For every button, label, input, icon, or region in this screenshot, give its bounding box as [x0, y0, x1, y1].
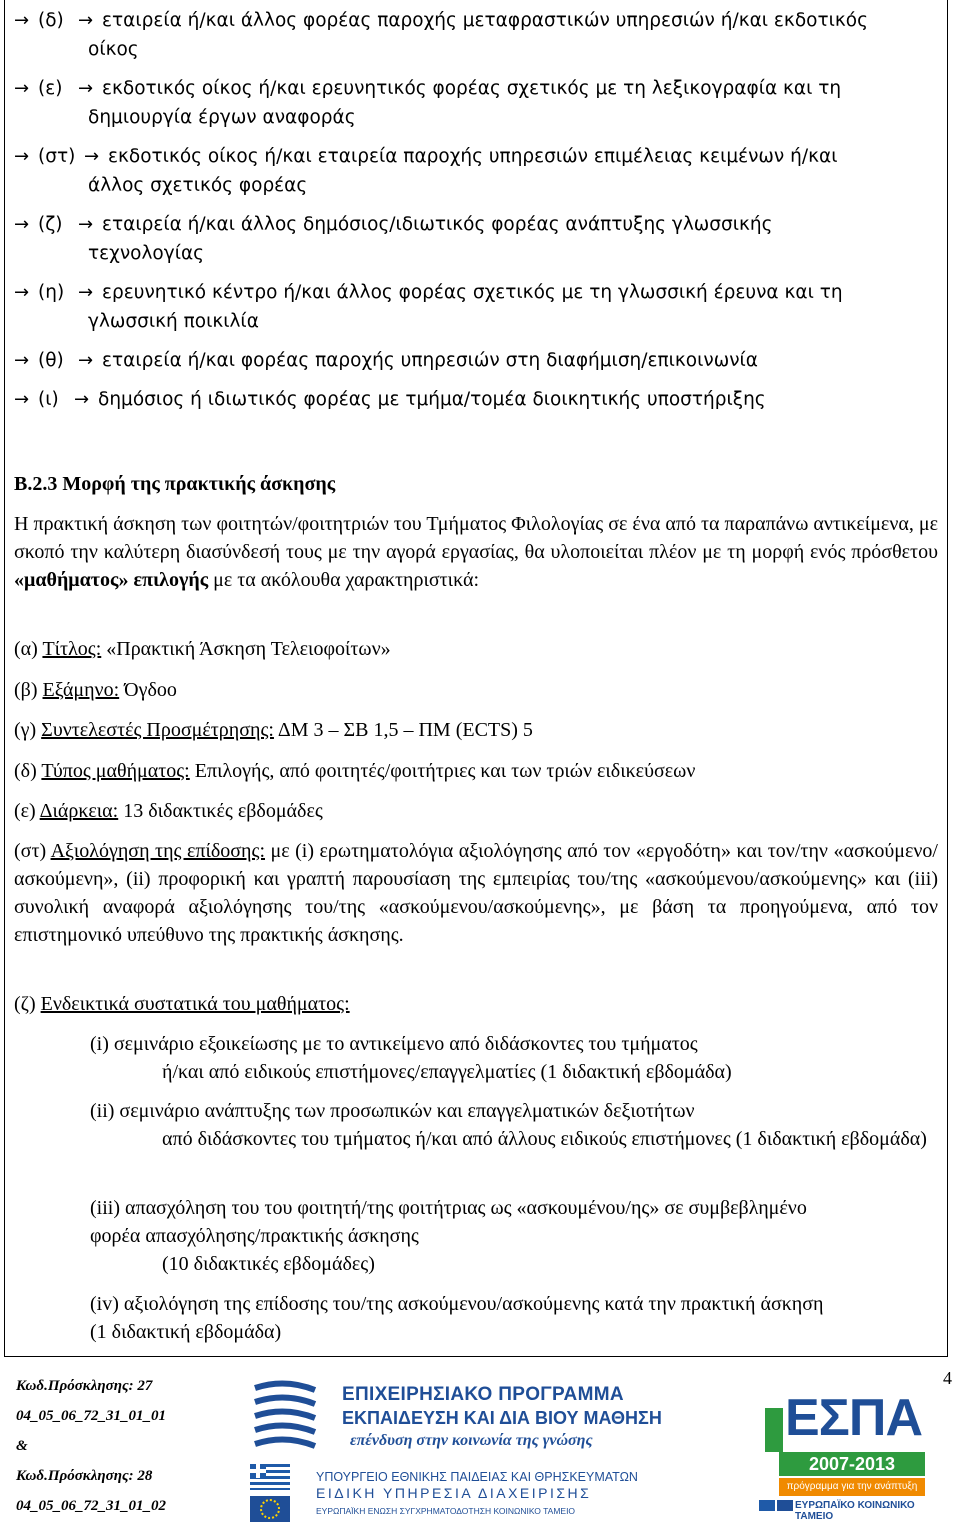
arrow-icon: →: [14, 78, 30, 99]
call-id-2: 04_05_06_72_31_01_02: [16, 1498, 166, 1514]
bullet-label: (στ): [38, 146, 76, 167]
feature-prefix: (δ): [14, 760, 42, 782]
feature-prefix: (β): [14, 679, 43, 701]
eu-flag-icon: [250, 1496, 290, 1522]
feature-prefix: (ζ): [14, 993, 41, 1015]
list-item: [14, 346, 944, 375]
feature-key: Αξιολόγηση της επίδοσης:: [50, 840, 265, 862]
program-line6: ΕΥΡΩΠΑΪΚΗ ΕΝΩΣΗ ΣΥΓΧΡΗΜΑΤΟΔΟΤΗΣΗ ΚΟΙΝΩΝΙΚΟ ΤΑΜΕΙΟ: [316, 1506, 576, 1516]
feature-prefix: (στ): [14, 840, 51, 862]
arrow-icon: →: [74, 389, 90, 410]
feature-value: Όγδοο: [119, 679, 177, 701]
feature-key: Τύπος μαθήματος:: [41, 760, 190, 782]
feature-key: Τίτλος:: [42, 638, 102, 660]
component-item: [90, 1290, 830, 1346]
arrow-icon: →: [78, 282, 94, 303]
component-text-cont: (10 διδακτικές εβδομάδες): [162, 1253, 375, 1275]
feature-title: [14, 635, 938, 663]
bullet-label: (η): [38, 282, 65, 303]
program-line1: ΕΠΙΧΕΙΡΗΣΙΑΚΟ ΠΡΟΓΡΑΜΜΑ: [342, 1384, 624, 1405]
program-line4: ΥΠΟΥΡΓΕΙΟ ΕΘΝΙΚΗΣ ΠΑΙΔΕΙΑΣ ΚΑΙ ΘΡΗΣΚΕΥΜΑΤΩΝ: [316, 1470, 638, 1484]
call-id-1: 04_05_06_72_31_01_01: [16, 1408, 166, 1424]
eu-flag-icon: [777, 1500, 793, 1511]
arrow-icon: →: [14, 10, 30, 31]
bullet-label: (ζ): [38, 214, 63, 235]
program-line5: ΕΙΔΙΚΗ ΥΠΗΡΕΣΙΑ ΔΙΑΧΕΙΡΙΣΗΣ: [316, 1485, 592, 1501]
list-item: [14, 210, 944, 268]
list-item: [14, 278, 944, 336]
feature-key: Διάρκεια:: [39, 800, 119, 822]
feature-key: Ενδεικτικά συστατικά του μαθήματος:: [40, 993, 350, 1015]
bullet-text-cont: δημιουργία έργων αναφοράς: [88, 107, 356, 128]
program-logo: [250, 1370, 670, 1530]
wave-logo-icon: [250, 1378, 320, 1458]
component-item: [90, 1097, 938, 1153]
bullet-label: (ι): [38, 389, 59, 410]
call-code-1: Κωδ.Πρόσκλησης: 27: [16, 1378, 153, 1394]
intro-text-end: με τα ακόλουθα χαρακτηριστικά:: [208, 569, 479, 591]
bullet-text-cont: γλωσσική ποικιλία: [88, 311, 259, 332]
feature-key: Συντελεστές Προσμέτρησης:: [41, 719, 274, 741]
component-text-cont: ή/και από ειδικούς επιστήμονες/επαγγελματίες (1 διδακτική εβδομάδα): [162, 1061, 732, 1083]
bullet-list: [14, 6, 944, 414]
feature-key: Εξάμηνο:: [42, 679, 120, 701]
espa-years: 2007-2013: [779, 1452, 925, 1476]
list-item: [14, 6, 944, 64]
component-text: (iv) αξιολόγηση της επίδοσης του/της ασκούμενου/ασκούμενης κατά την πρακτική άσκηση (1 διδακτική εβδομάδα): [90, 1293, 824, 1343]
intro-paragraph: [14, 510, 938, 594]
bullet-text-cont: τεχνολογίας: [88, 243, 205, 264]
arrow-icon: →: [14, 389, 30, 410]
feature-value: με (i) ερωτηματολόγια αξιολόγησης από τον «εργοδότη» και τον/την «ασκούμενο/ασκούμενη», (ii) προφορική και γραπτή παρουσίαση της εμπειρίας του/της «ασκούμενου/ασκούμενης» και (iii) συνολική αναφορά αξιολόγησης του/της «ασκούμενου/ασκούμενης», με βάση τα προηγούμενα, από τον επιστημονικό υπεύθυνο της πρακτικής άσκησης.: [14, 840, 938, 946]
bullet-label: (δ): [38, 10, 64, 31]
bullet-text: εκδοτικός οίκος ή/και εταιρεία παροχής υπηρεσιών επιμέλειας κειμένων ή/και: [108, 146, 838, 167]
bullet-text-cont: οίκος: [88, 39, 139, 60]
feature-components: [14, 990, 938, 1018]
list-item: [14, 385, 944, 414]
bullet-label: (ε): [38, 78, 63, 99]
bullet-text: εταιρεία ή/και άλλος φορέας παροχής μεταφραστικών υπηρεσιών ή/και εκδοτικός: [102, 10, 868, 31]
feature-duration: [14, 797, 938, 825]
bullet-text: εταιρεία ή/και φορέας παροχής υπηρεσιών στη διαφήμιση/επικοινωνία: [102, 350, 758, 371]
list-item: [14, 74, 944, 132]
arrow-icon: →: [78, 78, 94, 99]
bullet-text-cont: άλλος σχετικός φορέας: [88, 175, 308, 196]
arrow-icon: →: [84, 146, 100, 167]
feature-value: «Πρακτική Άσκηση Τελειοφοίτων»: [101, 638, 391, 660]
component-text: (i) σεμινάριο εξοικείωσης με το αντικείμενο από διδάσκοντες του τμήματος: [90, 1033, 698, 1055]
bullet-text: δημόσιος ή ιδιωτικός φορέας με τμήμα/τομέα διοικητικής υποστήριξης: [98, 389, 766, 410]
arrow-icon: →: [78, 10, 94, 31]
feature-value: ΔΜ 3 – ΣΒ 1,5 – ΠΜ (ECTS) 5: [273, 719, 533, 741]
greek-flag-icon: [250, 1464, 290, 1490]
greek-flag-icon: [759, 1500, 775, 1511]
bullet-label: (θ): [38, 350, 64, 371]
component-text: (iii) απασχόληση του του φοιτητή/της φοιτήτριας ως «ασκουμένου/ης» σε συμβεβλημένο φορέα απασχόλησης/πρακτικής άσκησης: [90, 1197, 807, 1247]
feature-prefix: (α): [14, 638, 43, 660]
feature-prefix: (ε): [14, 800, 40, 822]
ampersand: &: [16, 1438, 28, 1454]
bullet-text: εταιρεία ή/και άλλος δημόσιος/ιδιωτικός φορέας ανάπτυξης γλωσσικής: [102, 214, 773, 235]
feature-semester: [14, 676, 938, 704]
intro-text: Η πρακτική άσκηση των φοιτητών/φοιτητριών του Τμήματος Φιλολογίας σε ένα από τα παραπάνω αντικείμενα, με σκοπό την καλύτερη διασύνδεσή τους με την αγορά εργασίας, θα υλοποιείται πλέον με τη μορφή ενός πρόσθετου: [14, 513, 938, 563]
arrow-icon: →: [14, 146, 30, 167]
bullet-text: εκδοτικός οίκος ή/και ερευνητικός φορέας σχετικός με τη λεξικογραφία και τη: [102, 78, 842, 99]
program-line2: ΕΚΠΑΙΔΕΥΣΗ ΚΑΙ ΔΙΑ ΒΙΟΥ ΜΑΘΗΣΗ: [342, 1408, 662, 1428]
program-line3: επένδυση στην κοινωνία της γνώσης: [350, 1432, 593, 1449]
call-code-2: Κωδ.Πρόσκλησης: 28: [16, 1468, 153, 1484]
feature-course-type: [14, 757, 938, 785]
list-item: [14, 142, 944, 200]
intro-bold: «μαθήματος» επιλογής: [14, 569, 209, 591]
feature-prefix: (γ): [14, 719, 42, 741]
espa-tagline: πρόγραμμα για την ανάπτυξη: [779, 1478, 925, 1496]
bullet-text: ερευνητικό κέντρο ή/και άλλος φορέας σχετικός με τη γλωσσική έρευνα και τη: [102, 282, 843, 303]
component-text: (ii) σεμινάριο ανάπτυξης των προσωπικών και επαγγελματικών δεξιοτήτων: [90, 1100, 695, 1122]
feature-value: Επιλογής, από φοιτητές/φοιτήτριες και των τριών ειδικεύσεων: [189, 760, 696, 782]
arrow-icon: →: [14, 350, 30, 371]
espa-logo: [765, 1388, 935, 1528]
espa-title: ΕΣΠΑ: [785, 1389, 922, 1447]
feature-value: 13 διδακτικές εβδομάδες: [118, 800, 323, 822]
arrow-icon: →: [78, 350, 94, 371]
feature-evaluation: [14, 837, 938, 949]
arrow-icon: →: [14, 282, 30, 303]
section-heading: Β.2.3 Μορφή της πρακτικής άσκησης: [14, 473, 336, 495]
espa-fund: ΕΥΡΩΠΑΪΚΟ ΚΟΙΝΩΝΙΚΟ ΤΑΜΕΙΟ: [795, 1500, 915, 1522]
espa-mark-icon: [765, 1408, 783, 1452]
arrow-icon: →: [78, 214, 94, 235]
component-item: [90, 1194, 830, 1278]
page-number: 4: [943, 1368, 952, 1388]
component-item: [90, 1030, 938, 1086]
arrow-icon: →: [14, 214, 30, 235]
feature-credits: [14, 716, 938, 744]
component-text-cont: από διδάσκοντες του τμήματος ή/και από άλλους ειδικούς επιστήμονες (1 διδακτική εβδομάδα): [162, 1128, 927, 1150]
